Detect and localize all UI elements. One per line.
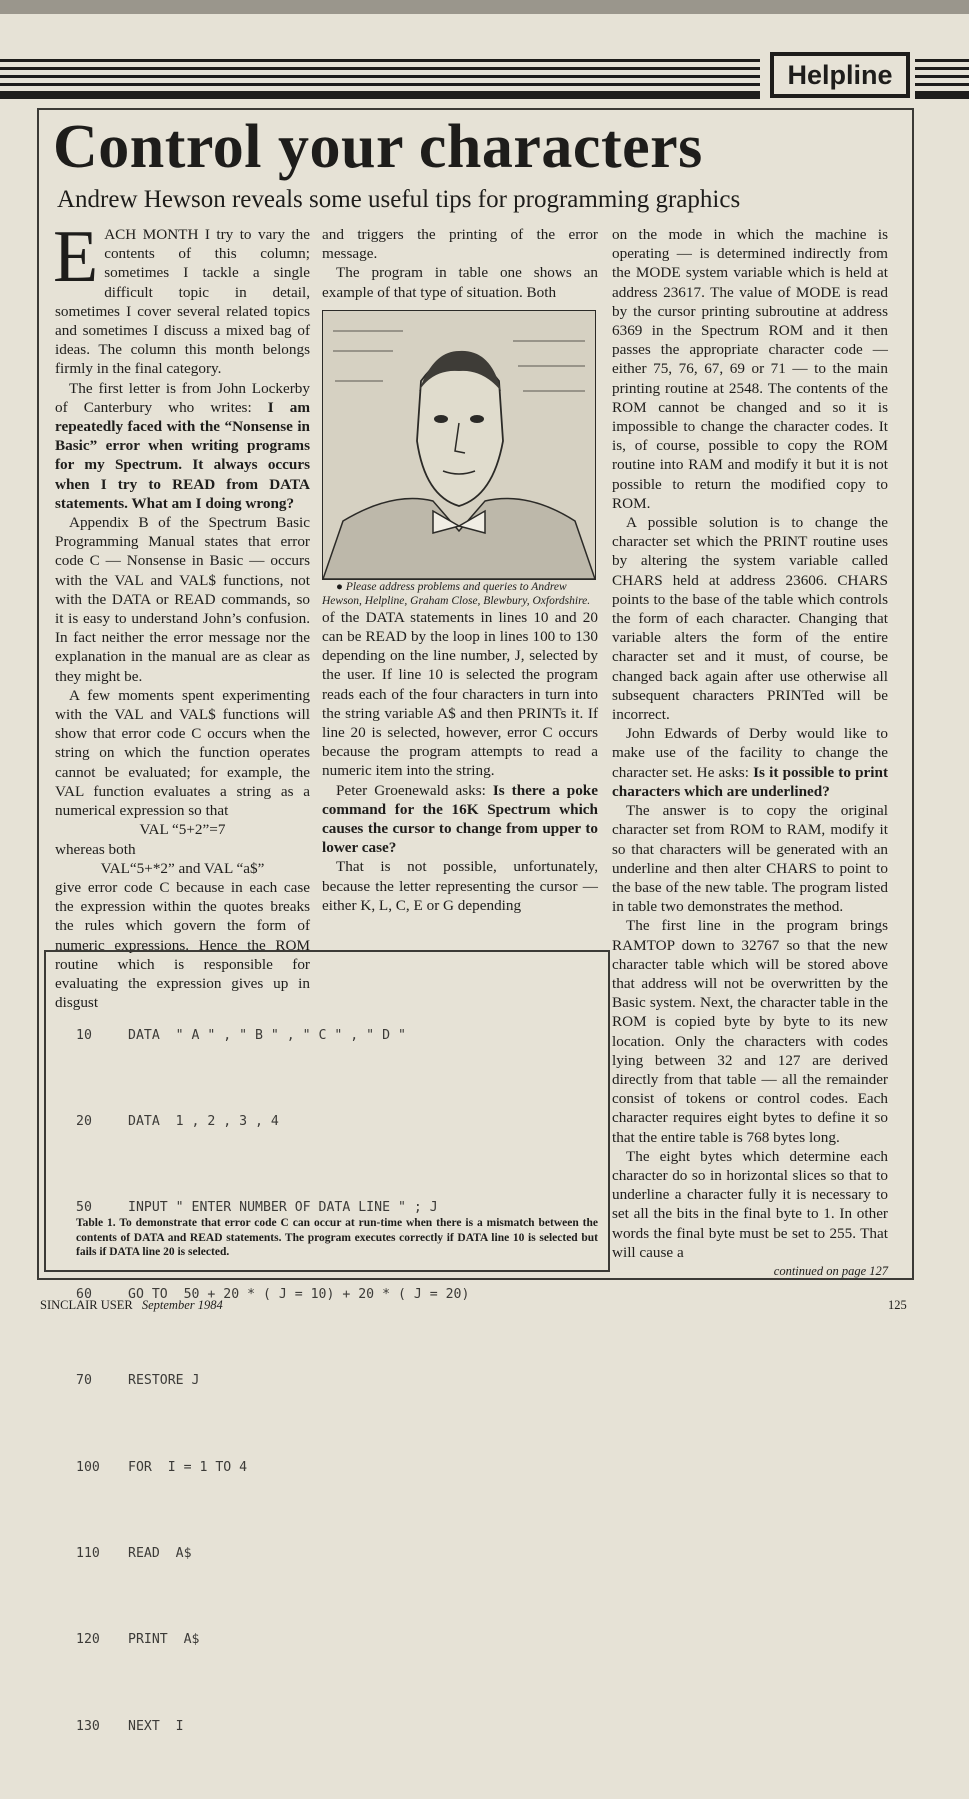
- page-number: 125: [888, 1298, 907, 1312]
- paragraph: and triggers the printing of the error message.: [322, 226, 598, 263]
- code-line: 50 INPUT " ENTER NUMBER OF DATA LINE " ; J: [76, 1200, 438, 1216]
- column-3: [612, 225, 888, 1281]
- paragraph: That is not possible, unfortunately, because the letter representing the cursor — either K, L, C, E or G depending: [322, 858, 598, 914]
- letter-lockerby: The first letter is from John Lockerby of Canterbury who writes: I am repeatedly faced with the “Nonsense in Basic” error when writing programs for my Spectrum. It always occurs when I try to READ from DATA statements. What am I doing wrong?: [55, 379, 310, 512]
- expression-val-errors: VAL“5+*2” and VAL “a$”: [100, 859, 265, 877]
- paragraph: The first line in the program brings RAMTOP down to 32767 so that the new character table which will be stored above that address will not be overwritten by the Basic system. Next, the character table in the ROM is copied byte by byte to its new location. Only the characters with codes lying between 32 and 127 are derived directly from that table — all the remainder consist of tokens or control codes. Each character requires eight bytes to define it so that the entire table is 768 bytes long.: [612, 917, 888, 1146]
- code-line: 120 PRINT A$: [76, 1632, 200, 1648]
- paragraph: A possible solution is to change the character set which the PRINT routine uses by altering the system variable called CHARS held at address 23606. CHARS points to the base of the table which controls the form of each character. Changing that variable alters the form of the entire character set and it must, of course, be changed back again after use otherwise all subsequent characters PRINTed will be incorrect.: [612, 514, 888, 724]
- paragraph: The program in table one shows an example of that type of situation. Both: [322, 264, 598, 301]
- code-line: 130 NEXT I: [76, 1718, 184, 1734]
- paragraph: Appendix B of the Spectrum Basic Programming Manual states that error code C — Nonsense in Basic — occurs with the VAL and VAL$ functions, not with the DATA or READ commands, so it is easy to understand John’s confusion. In fact neither the error message nor the explanation in the manual are as clear as they might be.: [55, 514, 310, 685]
- basic-code: [76, 964, 469, 1799]
- column-2: [322, 225, 598, 915]
- code-line: 70 RESTORE J: [76, 1373, 200, 1389]
- code-line: 60 GO TO 50 + 20 * ( J = 10) + 20 * ( J = 20): [76, 1286, 470, 1302]
- code-line: 10 DATA " A " , " B " , " C " , " D ": [76, 1027, 406, 1043]
- code-line: 110 READ A$: [76, 1545, 192, 1561]
- standfirst: Andrew Hewson reveals some useful tips for programming graphics: [57, 186, 741, 213]
- paragraph: The answer is to copy the original character set from ROM to RAM, modify it so that characters will be generated with an underline and then alter CHARS to point to the base of the new table. The program listed in table two demonstrates the method.: [612, 802, 888, 916]
- drop-cap: E: [53, 216, 99, 298]
- author-portrait: [322, 310, 596, 580]
- footer-magazine: [40, 1298, 223, 1313]
- question-groenewald: Is there a poke command for the 16K Spectrum which causes the cursor to change from upper to lower case?: [322, 781, 598, 857]
- header-rules: [0, 57, 760, 103]
- intro-paragraph: EACH MONTH I try to vary the contents of this column; sometimes I tackle a single difficult topic in detail, sometimes I cover several related topics and sometimes I discuss a mixed bag of ideas. The column this month belongs firmly in the final category.: [53, 216, 310, 378]
- question-lockerby: I am repeatedly faced with the “Nonsense in Basic” error when writing programs for my Spectrum. It always occurs when I try to READ from DATA statements. What am I doing wrong?: [55, 398, 310, 512]
- issue-date: September 1984: [141, 1298, 223, 1312]
- paragraph: The eight bytes which determine each character do so in horizontal slices so that to underline a character fully it is necessary to set all the bits in the final byte to 1. In other words the final byte must be set to 255. That will cause a: [612, 1147, 888, 1261]
- letter-edwards: John Edwards of Derby would like to make use of the facility to change the character set. He asks: Is it possible to print characters which are underlined?: [612, 725, 888, 800]
- expression-val: VAL “5+2”=7: [139, 821, 226, 839]
- section-badge: Helpline: [770, 52, 910, 98]
- paragraph: A few moments spent experimenting with the VAL and VAL$ functions will show that error code C occurs when the string on which the function operates cannot be evaluated; for example, the VAL function evaluates a string as a numerical expression so that: [55, 686, 310, 820]
- photo-caption: ● Please address problems and queries to Andrew Hewson, Helpline, Graham Close, Blewbury, Oxfordshire.: [322, 580, 591, 607]
- letter-groenewald: Peter Groenewald asks: Is there a poke command for the 16K Spectrum which causes the cursor to change from upper to lower case?: [322, 781, 598, 857]
- paragraph: on the mode in which the machine is operating — is determined indirectly from the MODE system variable which is held at address 23617. The value of MODE is read by the cursor printing subroutine at address 6369 in the Spectrum ROM and it then passes the appropriate character code — either 75, 76, 67, 69 or 71 — to the main printing routine at 2548. The contents of the ROM cannot be changed and so it is impossible to change the character codes. It is, of course, possible to copy the ROM routine into RAM and modify it but it is not possible to return the modified copy to ROM.: [612, 226, 888, 512]
- paragraph: of the DATA statements in lines 10 and 20 can be READ by the loop in lines 100 to 130 depending on the line number, J, selected by the user. If line 10 is selected the program reads each of the four characters in turn into the string variable A$ and then PRINTs it. If line 20 is selected, however, error C occurs because the program attempts to read a numeric item into the string.: [322, 608, 598, 780]
- code-line: 100 FOR I = 1 TO 4: [76, 1459, 248, 1475]
- paragraph: whereas both: [55, 840, 136, 858]
- continued-note: continued on page 127: [773, 1263, 888, 1278]
- paragraph: give error code C because in each case the expression within the quotes breaks the rules which govern the form of numeric expressions. Hence the ROM routine which is responsible for evaluating the expression gives up in disgust: [55, 878, 310, 1012]
- column-1: [53, 216, 310, 1012]
- magazine-name: SINCLAIR USER: [40, 1298, 133, 1312]
- code-line: 20 DATA 1 , 2 , 3 , 4: [76, 1113, 279, 1129]
- question-edwards: Is it possible to print characters which are underlined?: [612, 763, 888, 800]
- table-caption: Table 1. To demonstrate that error code C can occur at run-time when there is a mismatch between the contents of DATA and READ statements. The program executes correctly if DATA line 10 is selected but fails if DATA line 20 is selected.: [76, 1217, 598, 1258]
- headline: Control your characters: [53, 113, 703, 181]
- page-top-edge: [0, 0, 969, 14]
- header-rules-right: [915, 57, 969, 103]
